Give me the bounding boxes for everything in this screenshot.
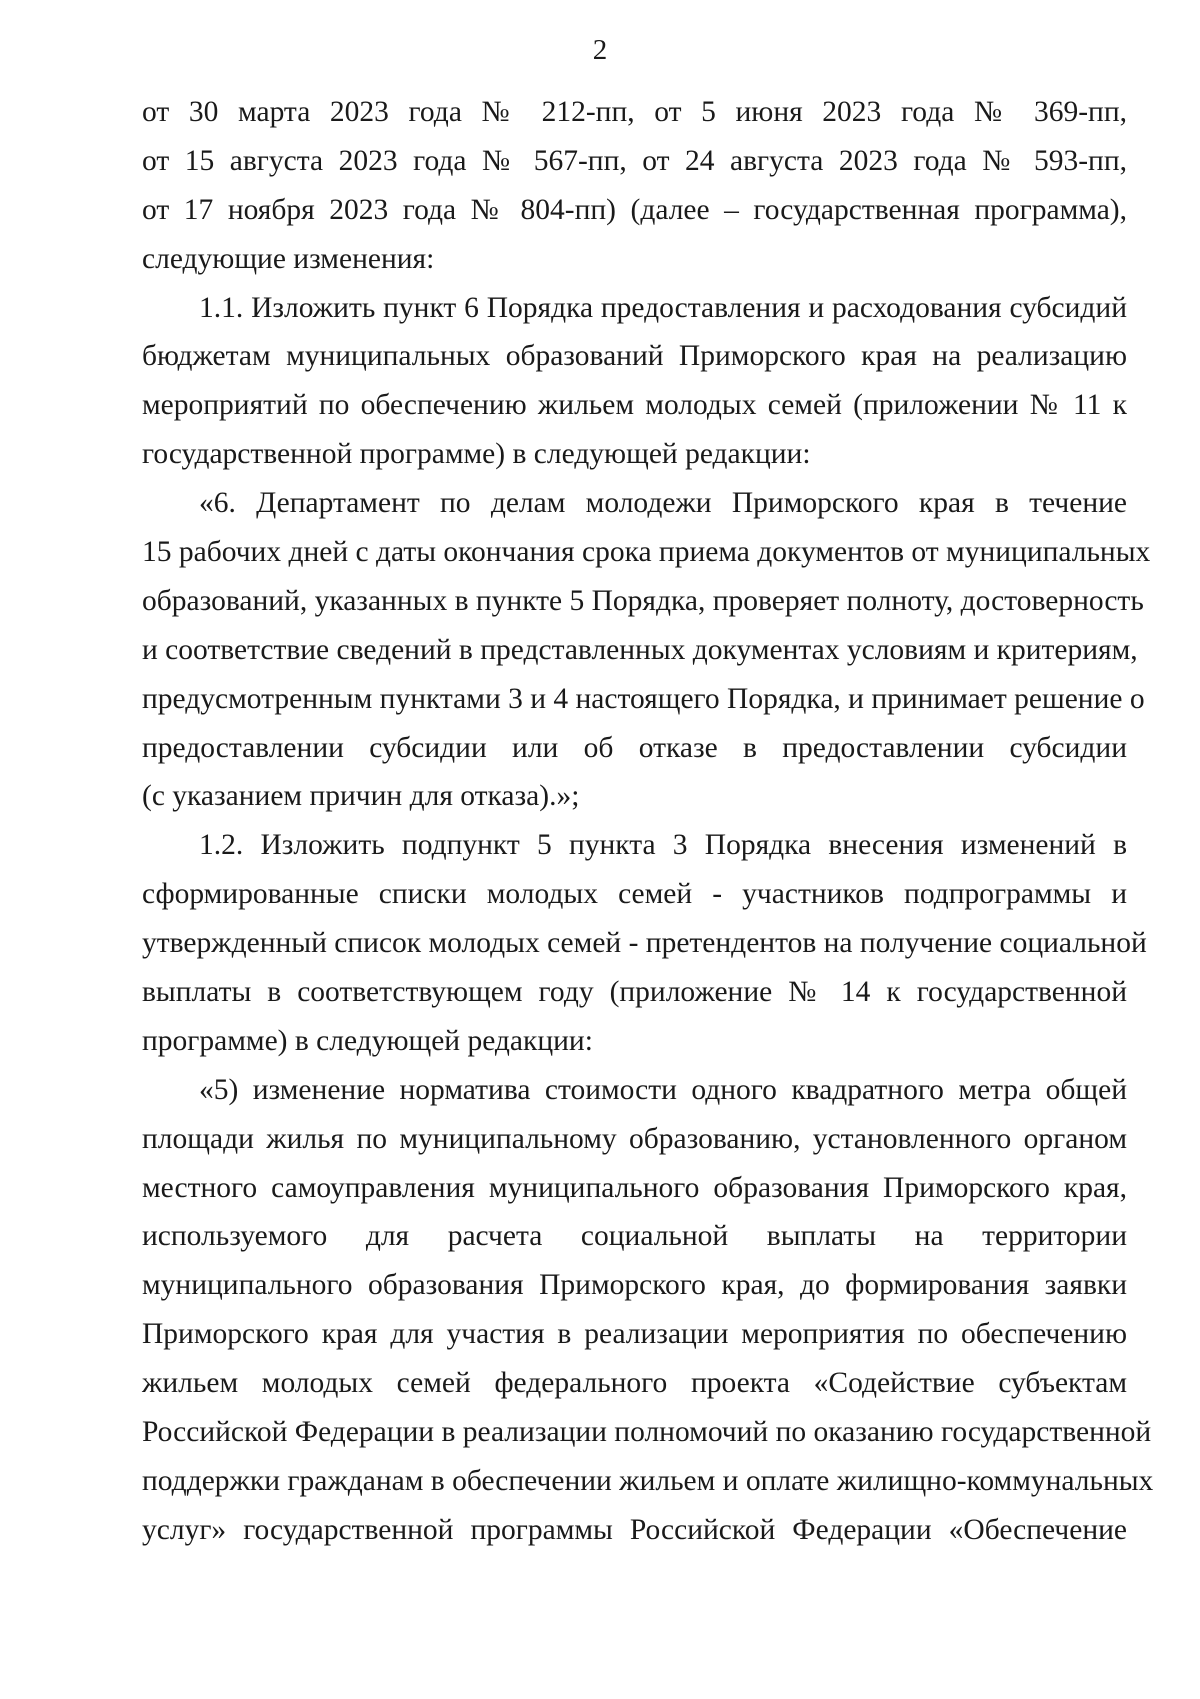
text-line: 15 рабочих дней с даты окончания срока приема документов от муниципальных (142, 536, 1151, 569)
text-line: местного самоуправления муниципального образования Приморского края, (142, 1171, 1127, 1204)
text-line: 1.2. Изложить подпункт 5 пункта 3 Порядка внесения изменений в (199, 829, 1127, 862)
text-line: от 30 марта 2023 года № 212-пп, от 5 июня 2023 года № 369-пп, (142, 96, 1127, 128)
text-line: Приморского края для участия в реализации мероприятия по обеспечению (142, 1318, 1127, 1351)
text-line: следующие изменения: (142, 242, 435, 275)
text-line: поддержки гражданам в обеспечении жильем и оплате жилищно-коммунальных (142, 1464, 1154, 1497)
paragraph-item-1-1 (142, 284, 1127, 480)
paragraph-quote-subpoint-5 (142, 1066, 1154, 1555)
text-line: бюджетам муниципальных образований Приморского края на реализацию (142, 340, 1127, 373)
text-line: сформированные списки молодых семей - участников подпрограммы и (142, 878, 1127, 911)
text-line: образований, указанных в пункте 5 Порядка, проверяет полноту, достоверность (142, 584, 1144, 617)
document-body (142, 88, 1154, 1555)
text-line: используемого для расчета социальной выплаты на территории (142, 1220, 1127, 1253)
text-line: «5) изменение норматива стоимости одного квадратного метра общей (199, 1073, 1127, 1106)
text-line: и соответствие сведений в представленных документах условиям и критериям, (142, 633, 1138, 666)
paragraph-intro-continuation (142, 88, 1127, 284)
text-line: (с указанием причин для отказа).»; (142, 780, 580, 813)
text-line: предусмотренным пунктами 3 и 4 настоящего Порядка, и принимает решение о (142, 682, 1145, 715)
text-line: «6. Департамент по делам молодежи Приморского края в течение (199, 487, 1127, 520)
text-line: 1.1. Изложить пункт 6 Порядка предоставления и расходования субсидий (199, 291, 1127, 324)
text-line: от 17 ноября 2023 года № 804-пп) (далее – государственная программа), (142, 193, 1127, 226)
text-line: Российской Федерации в реализации полномочий по оказанию государственной (142, 1416, 1152, 1449)
paragraph-quote-point-6 (142, 479, 1151, 821)
text-line: предоставлении субсидии или об отказе в предоставлении субсидии (142, 731, 1127, 764)
text-line: услуг» государственной программы Российской Федерации «Обеспечение (142, 1513, 1127, 1546)
text-line: площади жилья по муниципальному образованию, установленного органом (142, 1122, 1127, 1155)
text-line: выплаты в соответствующем году (приложение № 14 к государственной (142, 976, 1127, 1009)
text-line: от 15 августа 2023 года № 567-пп, от 24 августа 2023 года № 593-пп, (142, 144, 1127, 177)
text-line: государственной программе) в следующей редакции: (142, 438, 811, 471)
text-line: жильем молодых семей федерального проекта «Содействие субъектам (142, 1367, 1127, 1400)
page-number: 2 (592, 34, 608, 66)
text-line: муниципального образования Приморского края, до формирования заявки (142, 1269, 1127, 1302)
text-line: программе) в следующей редакции: (142, 1024, 593, 1057)
paragraph-item-1-2 (142, 821, 1147, 1065)
text-line: мероприятий по обеспечению жильем молодых семей (приложении № 11 к (142, 389, 1127, 422)
text-line: утвержденный список молодых семей - претендентов на получение социальной (142, 927, 1147, 960)
